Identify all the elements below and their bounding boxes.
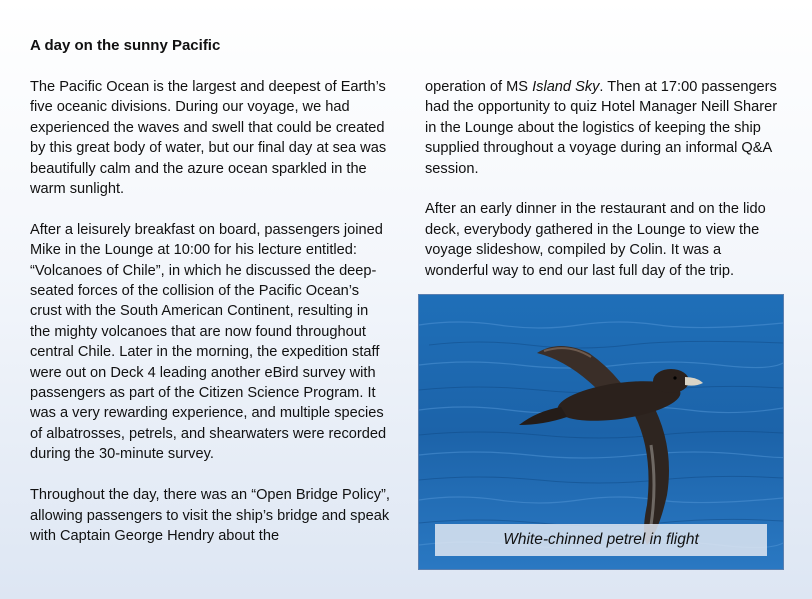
paragraph-intro: The Pacific Ocean is the largest and deepest of Earth’s five oceanic divisions. During our voyage, we had experienced the waves and swell that could be created by this great body of water, but our final day at sea was beautifully calm and the azure ocean sparkled in the warm sunlight. <box>30 79 387 198</box>
paragraph-evening: After an early dinner in the restaurant and on the lido deck, everybody gathered in the Lounge to view the voyage slideshow, compiled by Colin. It was a wonderful way to end our last full day of the trip. <box>425 201 766 279</box>
paragraph-qa-end: . Then at 17:00 passengers had the opportunity to quiz Hotel Manager Neill Sharer in the Lounge about the logistics of keeping the ship supplied throughout a voyage during an informal Q&A session. <box>425 79 778 177</box>
right-column <box>425 77 787 301</box>
paragraph-morning: After a leisurely breakfast on board, passengers joined Mike in the Lounge at 10:00 for his lecture entitled: “Volcanoes of Chile”, in which he discussed the deep-seated forces of the collision of the Pacific Ocean’s crust with the South American Continent, resulting in the mighty volcanoes that are now found throughout central Chile. Later in the morning, the expedition staff were out on Deck 4 leading another eBird survey with passengers as part of the Citizen Science Program. It was a very rewarding experience, and multiple species of albatrosses, petrels, and shearwaters were recorded during the 30-minute survey. <box>30 221 387 463</box>
page-title: A day on the sunny Pacific <box>30 37 221 54</box>
photo-caption: White-chinned petrel in flight <box>435 524 767 556</box>
left-column <box>30 77 390 567</box>
paragraph-bridge: Throughout the day, there was an “Open Bridge Policy”, allowing passengers to visit the ship’s bridge and speak with Captain George Hendry about the <box>30 487 390 544</box>
ship-name: Island Sky <box>532 79 600 95</box>
paragraph-qa <box>425 77 787 179</box>
petrel-photo <box>418 294 784 570</box>
paragraph-qa-start: operation of MS <box>425 79 533 95</box>
